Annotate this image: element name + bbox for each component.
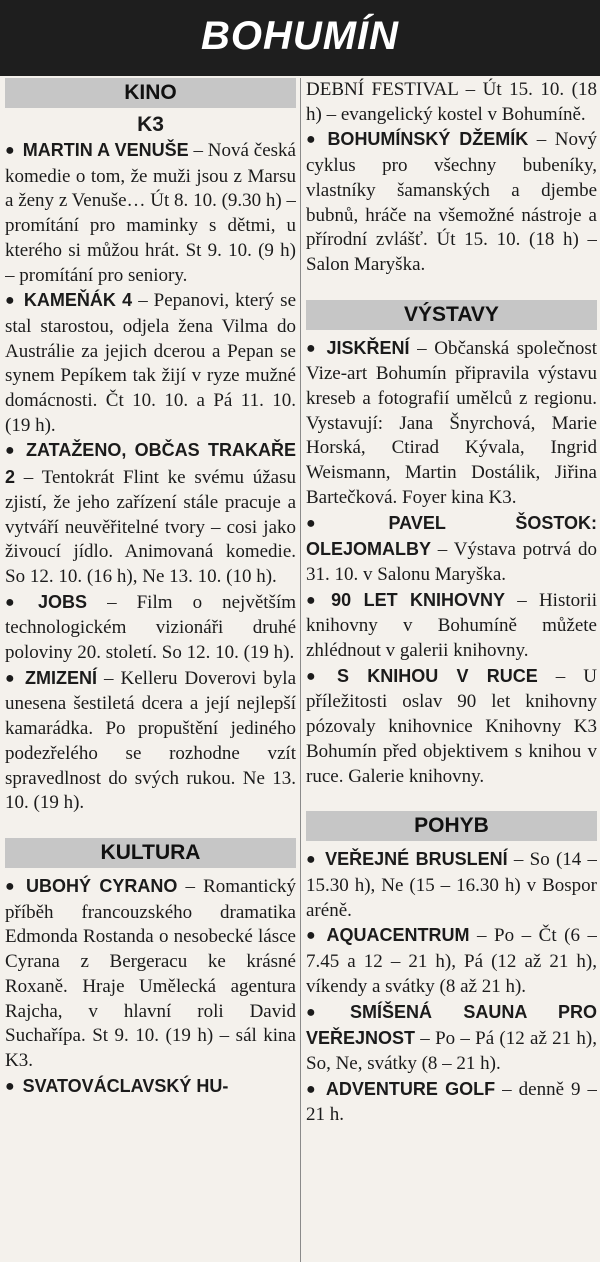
listing-item	[306, 1077, 597, 1128]
bullet-icon: ●	[306, 851, 318, 869]
listing-title: ZMIZENÍ	[24, 667, 97, 688]
bullet-icon: ●	[5, 292, 16, 310]
listing-item	[5, 590, 296, 666]
listing-text: – Kelleru Doverovi byla unesena šestiletá dcera a její nejlepší kamarádka. Po propuštění jediného podezřelého se rozhodne vzít spravedlnost do svých rukou. Ne 13. 10. (19 h).	[5, 667, 296, 814]
listing-title: S KNIHOU V RUCE	[336, 665, 538, 686]
listing-item	[306, 923, 597, 999]
listing-text: – Tentokrát Flint ke svému úžasu zjistí, že jeho zařízení stále pracuje a vytváří neuvěřitelné tvory – cosi jako živoucí jídlo. Animovaná komedie. So 12. 10. (16 h), Ne 13. 10. (10 h).	[5, 467, 296, 587]
listing-title: JOBS	[37, 591, 87, 612]
listing-title: KAMEŇÁK 4	[23, 290, 133, 311]
listing-text: – So (14 – 15.30 h), Ne (15 – 16.30 h) v Bospor aréně.	[306, 849, 597, 921]
listing-item	[5, 438, 296, 589]
listing-text: – Nový cyklus pro všechny bubeníky, vlastníky šamanských a djembe bubnů, hráče na všemožné nástroje a přírodní zvlášť. Út 15. 10. (18 h) – Salon Maryška.	[306, 129, 597, 275]
listing-title: BOHUMÍNSKÝ DŽEMÍK	[327, 129, 529, 150]
listing-title: SMÍŠENÁ SAUNA PRO VEŘEJNOST	[306, 1001, 597, 1049]
bullet-icon: ●	[306, 514, 381, 532]
listing-text: – Po – Pá (12 až 21 h), So, Ne, svátky (8 – 21 h).	[306, 1028, 597, 1074]
listing-title: ZATAŽENO, OBČAS TRAKAŘE 2	[5, 440, 296, 488]
listing-text: – Po – Čt (6 – 7.45 a 12 – 21 h), Pá (12 až 21 h), víkendy a svátky (8 až 21 h).	[306, 925, 597, 997]
section-kultura	[5, 838, 296, 1100]
listing-item	[306, 127, 597, 277]
section-výstavy	[306, 300, 597, 790]
bullet-icon: ●	[5, 142, 15, 159]
listing-title: AQUACENTRUM	[326, 925, 470, 946]
masthead-title: BOHUMÍN	[200, 14, 400, 58]
listing-text: – Občanská společnost Vize-art Bohumín připravila výstavu kreseb a fotografií umělců z regionu. Vystavují: Jana Šnyrchová, Marie Horská, Ctirad Kývala, Ingrid Weismann, Martin Dostálik, Jiřina Bartečková. Foyer kina K3.	[306, 337, 597, 508]
bullet-icon: ●	[5, 593, 30, 611]
listing-text: – Film o největším technologickém vizionáři druhé poloviny 20. století. So 12. 10. (19 h).	[5, 591, 296, 664]
listing-text: – denně 9 – 21 h.	[306, 1078, 597, 1126]
listing-item	[5, 288, 296, 438]
listing-title: PAVEL ŠOSTOK: OLEJOMALBY	[306, 512, 597, 560]
listing-item	[306, 847, 597, 923]
listing-item	[306, 588, 597, 664]
listing-title: SVATOVÁCLAVSKÝ HU-	[22, 1075, 229, 1096]
listing-text: DEBNÍ FESTIVAL – Út 15. 10. (18 h) – evangelický kostel v Bohumíně.	[306, 79, 597, 125]
bullet-icon: ●	[306, 1003, 342, 1021]
right-column	[306, 78, 597, 1262]
listing-item	[306, 78, 597, 127]
listing-title: MARTIN A VENUŠE	[22, 140, 189, 160]
bullet-icon: ●	[5, 877, 19, 895]
listing-item	[306, 664, 597, 790]
bullet-icon: ●	[306, 131, 320, 149]
bullet-icon: ●	[5, 442, 18, 460]
listing-text: – Romantický příběh francouzského dramatika Edmonda Rostanda o nesobecké lásce Cyrana z Bergeracu ke krásné Roxaně. Hraje Umělecká agentura Rajcha, v hlavní roli David Suchařípa. St 9. 10. (19 h) – sál kina K3.	[5, 875, 296, 1071]
listing-text: – Historii knihovny v Bohumíně můžete zhlédnout v galerii knihovny.	[306, 589, 597, 662]
listing-title: UBOHÝ CYRANO	[26, 875, 178, 896]
bullet-icon: ●	[5, 669, 17, 687]
listing-text: – Výstava potrvá do 31. 10. v Salonu Maryška.	[306, 539, 597, 585]
bullet-icon: ●	[5, 1077, 15, 1095]
bullet-icon: ●	[306, 1080, 318, 1098]
listing-item	[5, 874, 296, 1074]
left-column	[5, 78, 296, 1262]
listing-item	[5, 1074, 296, 1101]
section-heading: KINO	[5, 78, 296, 108]
section-subheading: K3	[137, 113, 164, 136]
section-heading: POHYB	[306, 811, 597, 841]
section-pohyb	[306, 811, 597, 1128]
section-heading: KULTURA	[5, 838, 296, 868]
listing-text: – Pepanovi, který se stal starostou, odjela žena Vilma do Austrálie za jejich dcerou a Pepan se synem Pepíkem tak žijí v ryze mužné domácnosti. Čt 10. 10. a Pá 11. 10. (19 h).	[5, 290, 296, 436]
listing-item	[306, 511, 597, 588]
listing-item	[5, 138, 296, 288]
section-gap	[306, 278, 597, 300]
section-gap	[306, 789, 597, 811]
listing-title: VEŘEJNÉ BRUSLENÍ	[325, 849, 508, 870]
section-kino	[5, 78, 296, 816]
bullet-icon: ●	[306, 591, 324, 609]
listing-title: JISKŘENÍ	[326, 337, 410, 358]
listing-item	[5, 666, 296, 816]
bullet-icon: ●	[306, 927, 319, 945]
section-gap	[5, 816, 296, 838]
bullet-icon: ●	[306, 339, 319, 357]
listing-item	[306, 336, 597, 511]
listing-text: – Nová česká komedie o tom, že muži jsou z Marsu a ženy z Venuše… Út 8. 10. (9.30 h) – promítání pro maminky s dětmi, u kterého si můžou hrát. St 9. 10. (9 h) – promítání pro seniory.	[5, 140, 296, 286]
listing-title: ADVENTURE GOLF	[325, 1078, 496, 1099]
listing-text: – U příležitosti oslav 90 let knihovny pózovaly knihovnice Knihovny K3 Bohumín před objektivem s knihou v ruce. Galerie knihovny.	[306, 665, 597, 787]
column-divider	[300, 78, 301, 1262]
section-continued	[306, 78, 597, 278]
bullet-icon: ●	[306, 667, 329, 685]
section-heading: VÝSTAVY	[306, 300, 597, 330]
listing-title: 90 LET KNIHOVNY	[331, 589, 506, 610]
masthead	[0, 0, 600, 76]
listing-item	[306, 1000, 597, 1077]
